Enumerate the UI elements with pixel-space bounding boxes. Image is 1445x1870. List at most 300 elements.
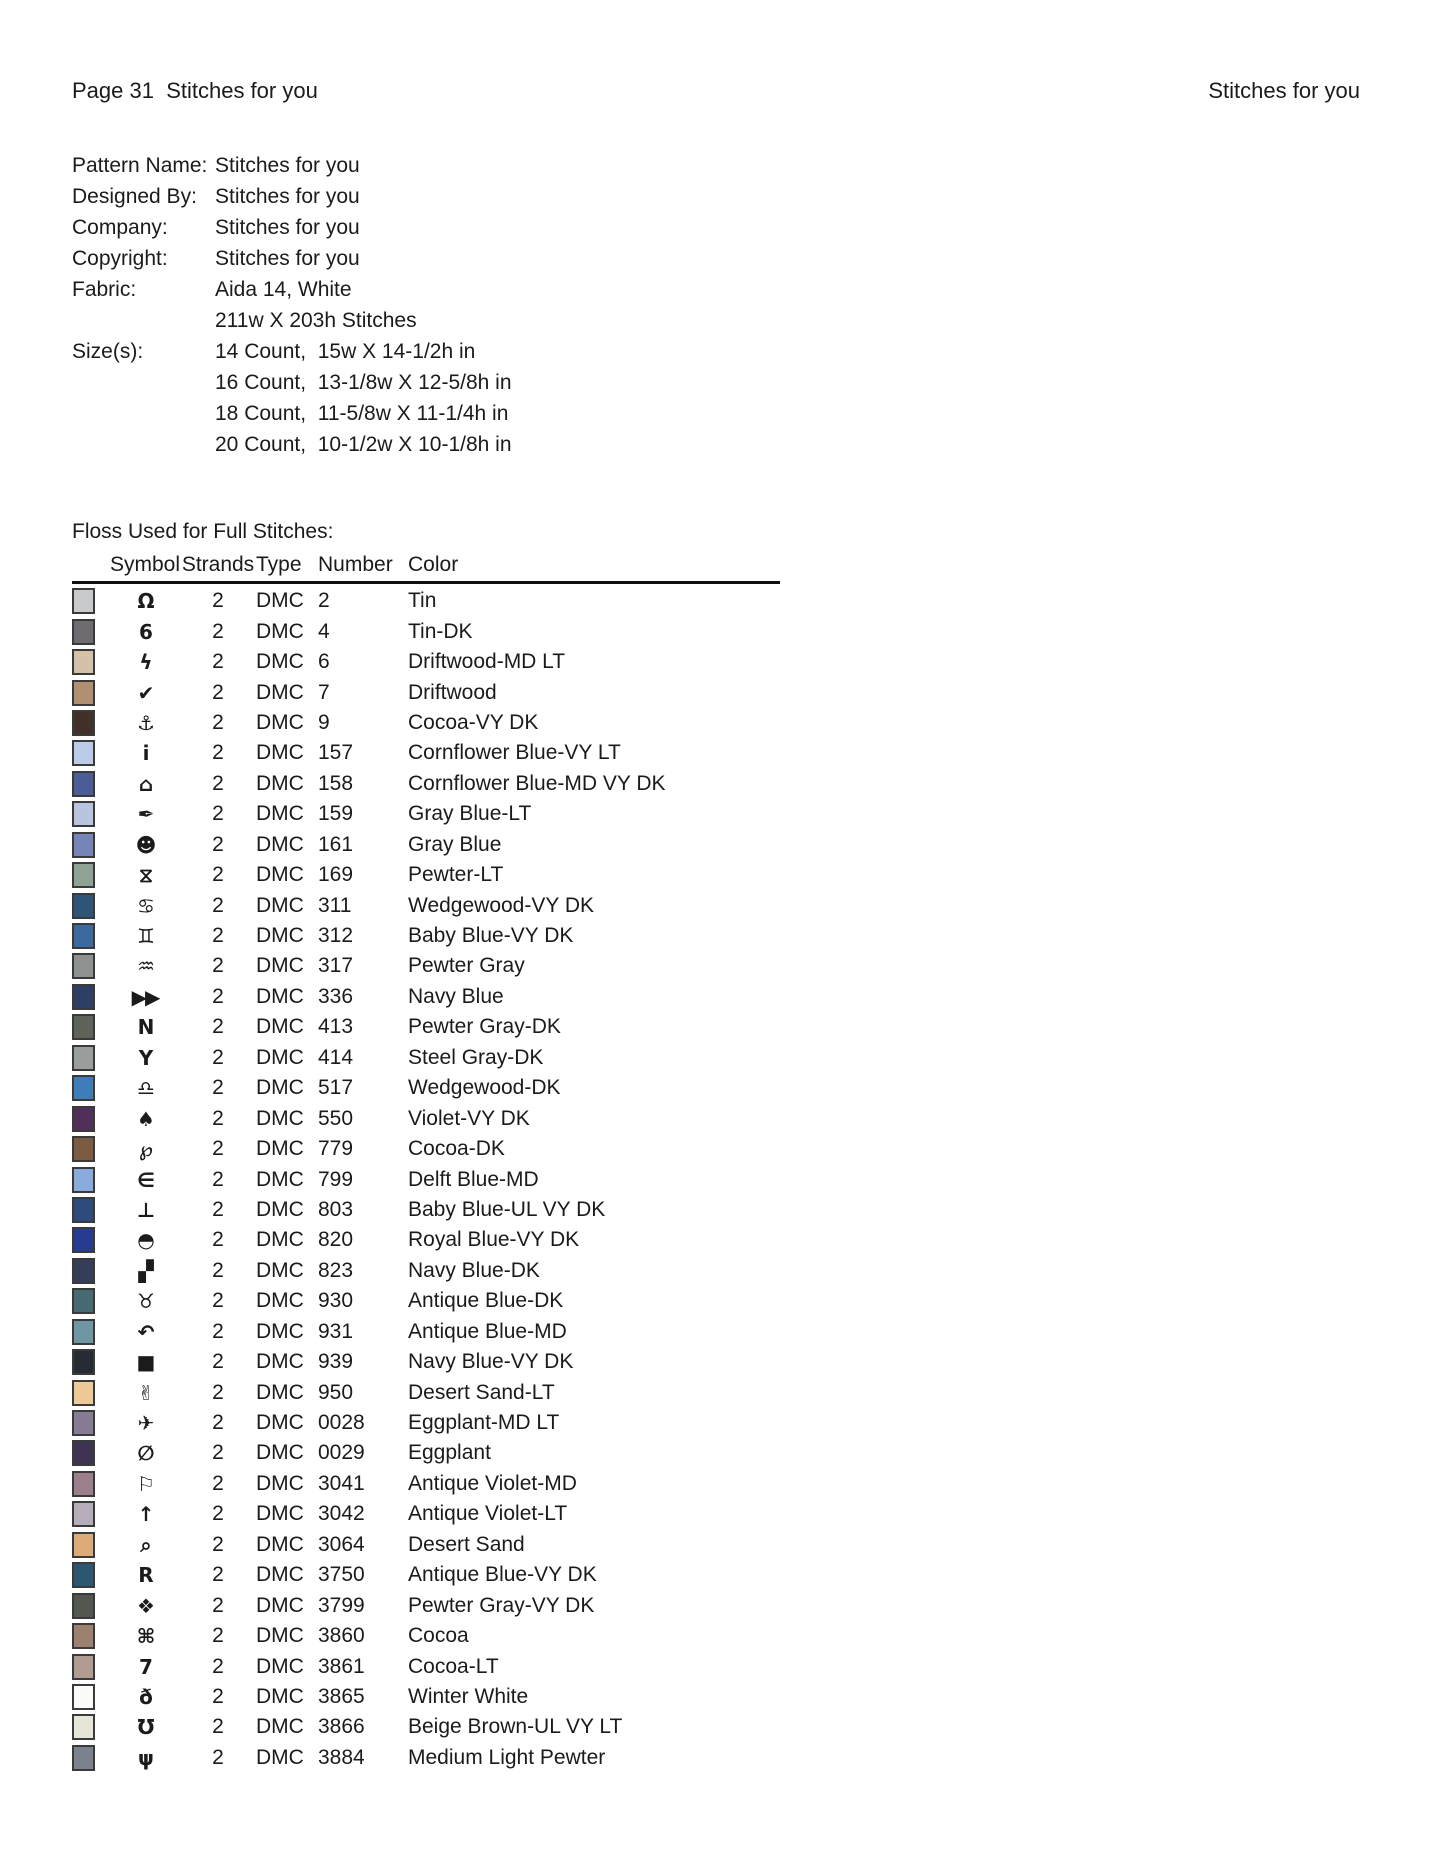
type-cell: DMC xyxy=(256,1715,304,1739)
floss-table-title: Floss Used for Full Stitches: xyxy=(72,520,334,543)
info-value: 16 Count, 13-1/8w X 12-5/8h in xyxy=(215,371,512,394)
type-cell: DMC xyxy=(256,680,304,704)
color-name-cell: Desert Sand-LT xyxy=(408,1380,555,1404)
color-swatch xyxy=(72,1258,95,1284)
type-cell: DMC xyxy=(256,1532,304,1556)
type-cell: DMC xyxy=(256,1745,304,1769)
color-swatch xyxy=(72,1319,95,1345)
floss-row xyxy=(72,1043,972,1073)
type-cell: DMC xyxy=(256,1076,304,1100)
letter-n-icon: N xyxy=(137,1015,153,1040)
strands-cell: 2 xyxy=(212,1441,224,1465)
floss-row xyxy=(72,1530,972,1560)
color-name-cell: Eggplant xyxy=(408,1441,491,1465)
script-d-leaf-icon: ð xyxy=(139,1684,151,1709)
letter-r-icon: R xyxy=(138,1563,152,1588)
floss-row xyxy=(72,1225,972,1255)
color-name-cell: Antique Blue-DK xyxy=(408,1289,564,1313)
type-cell: DMC xyxy=(256,1289,304,1313)
double-play-icon: ▶▶ xyxy=(131,984,159,1009)
number-cell: 3042 xyxy=(318,1502,365,1526)
color-name-cell: Antique Violet-LT xyxy=(408,1502,568,1526)
color-name-cell: Baby Blue-VY DK xyxy=(408,924,574,948)
floss-row xyxy=(72,586,972,616)
color-swatch xyxy=(72,1075,95,1101)
strands-cell: 2 xyxy=(212,1654,224,1678)
type-cell: DMC xyxy=(256,771,304,795)
hourglass-icon: ⧖ xyxy=(138,863,152,888)
up-arrow-icon: ↑ xyxy=(137,1502,153,1527)
type-cell: DMC xyxy=(256,893,304,917)
strands-cell: 2 xyxy=(212,1167,224,1191)
info-label xyxy=(72,429,215,460)
number-cell: 312 xyxy=(318,924,354,948)
psi-icon: ψ xyxy=(138,1745,152,1770)
strands-cell: 2 xyxy=(212,1076,224,1100)
taurus-zodiac-icon: ♉ xyxy=(137,1289,153,1314)
info-value: 18 Count, 11-5/8w X 11-1/4h in xyxy=(215,402,509,425)
color-swatch xyxy=(72,923,95,949)
color-name-cell: Desert Sand xyxy=(408,1532,525,1556)
floss-row xyxy=(72,1590,972,1620)
strands-cell: 2 xyxy=(212,1197,224,1221)
key-icon: ℘ xyxy=(139,1137,151,1162)
info-label: Company: xyxy=(72,216,168,239)
color-swatch xyxy=(72,1410,95,1436)
pattern-info-block xyxy=(72,150,832,460)
color-swatch xyxy=(72,771,95,797)
color-swatch xyxy=(72,619,95,645)
type-cell: DMC xyxy=(256,741,304,765)
info-value: 20 Count, 10-1/2w X 10-1/8h in xyxy=(215,433,512,456)
column-type: Type xyxy=(256,553,302,576)
number-cell: 779 xyxy=(318,1137,354,1161)
floss-row xyxy=(72,1469,972,1499)
floss-row xyxy=(72,1621,972,1651)
type-cell: DMC xyxy=(256,1411,304,1435)
color-swatch xyxy=(72,893,95,919)
type-cell: DMC xyxy=(256,1350,304,1374)
color-name-cell: Wedgewood-VY DK xyxy=(408,893,594,917)
color-swatch xyxy=(72,1227,95,1253)
strands-cell: 2 xyxy=(212,1319,224,1343)
black-square-icon: ■ xyxy=(136,1350,154,1375)
strands-cell: 2 xyxy=(212,710,224,734)
floss-row xyxy=(72,799,972,829)
strands-cell: 2 xyxy=(212,1471,224,1495)
floss-row xyxy=(72,1164,972,1194)
floss-row xyxy=(72,1377,972,1407)
color-swatch xyxy=(72,588,95,614)
color-name-cell: Baby Blue-UL VY DK xyxy=(408,1197,606,1221)
info-row-fabric-size xyxy=(72,305,832,336)
info-value: Stitches for you xyxy=(215,216,360,239)
anchor-icon: ⚓ xyxy=(137,710,153,735)
info-label xyxy=(72,367,215,398)
info-value: 14 Count, 15w X 14-1/2h in xyxy=(215,340,476,363)
number-cell: 311 xyxy=(318,893,352,917)
type-cell: DMC xyxy=(256,1045,304,1069)
info-row-fabric xyxy=(72,274,832,305)
color-swatch xyxy=(72,1562,95,1588)
info-value: Stitches for you xyxy=(215,154,360,177)
strands-cell: 2 xyxy=(212,1350,224,1374)
floss-row xyxy=(72,1286,972,1316)
color-name-cell: Beige Brown-UL VY LT xyxy=(408,1715,623,1739)
color-name-cell: Tin-DK xyxy=(408,619,473,643)
strands-cell: 2 xyxy=(212,1380,224,1404)
up-tack-icon: ⊥ xyxy=(136,1197,154,1222)
number-cell: 7 xyxy=(318,680,330,704)
color-name-cell: Cocoa-DK xyxy=(408,1137,505,1161)
floss-row xyxy=(72,1317,972,1347)
hand-icon: ✌ xyxy=(137,1380,153,1405)
info-row-size-16 xyxy=(72,367,832,398)
column-color: Color xyxy=(408,553,459,576)
type-cell: DMC xyxy=(256,1197,304,1221)
number-cell: 939 xyxy=(318,1350,354,1374)
color-swatch xyxy=(72,1136,95,1162)
color-swatch xyxy=(72,953,95,979)
number-cell: 317 xyxy=(318,954,354,978)
column-strands: Strands xyxy=(181,553,255,576)
number-cell: 161 xyxy=(318,832,354,856)
number-cell: 3861 xyxy=(318,1654,365,1678)
info-label: Fabric: xyxy=(72,278,137,301)
floss-row xyxy=(72,1073,972,1103)
number-cell: 9 xyxy=(318,710,330,734)
number-cell: 3860 xyxy=(318,1624,365,1648)
color-name-cell: Cocoa-VY DK xyxy=(408,710,539,734)
type-cell: DMC xyxy=(256,924,304,948)
color-swatch xyxy=(72,862,95,888)
number-cell: 799 xyxy=(318,1167,354,1191)
diagonal-squares-icon: ▞ xyxy=(138,1258,152,1283)
number-cell: 6 xyxy=(318,650,330,674)
number-cell: 157 xyxy=(318,741,354,765)
strands-cell: 2 xyxy=(212,984,224,1008)
strands-cell: 2 xyxy=(212,1228,224,1252)
color-name-cell: Wedgewood-DK xyxy=(408,1076,561,1100)
strands-cell: 2 xyxy=(212,1624,224,1648)
strands-cell: 2 xyxy=(212,832,224,856)
type-cell: DMC xyxy=(256,1593,304,1617)
floss-row xyxy=(72,1560,972,1590)
floss-row xyxy=(72,677,972,707)
strands-cell: 2 xyxy=(212,1411,224,1435)
color-name-cell: Pewter Gray-DK xyxy=(408,1015,561,1039)
color-name-cell: Cornflower Blue-MD VY DK xyxy=(408,771,666,795)
color-swatch xyxy=(72,801,95,827)
number-cell: 169 xyxy=(318,863,354,887)
info-row-designed-by xyxy=(72,181,832,212)
number-cell: 820 xyxy=(318,1228,354,1252)
color-name-cell: Gray Blue-LT xyxy=(408,802,532,826)
floss-row xyxy=(72,1682,972,1712)
type-cell: DMC xyxy=(256,619,304,643)
number-cell: 823 xyxy=(318,1258,354,1282)
floss-row xyxy=(72,1712,972,1742)
shield-icon: Ʊ xyxy=(137,1715,153,1740)
number-cell: 0029 xyxy=(318,1441,365,1465)
floss-row xyxy=(72,1743,972,1773)
page-header-right: Stitches for you xyxy=(1208,78,1360,103)
color-swatch xyxy=(72,1197,95,1223)
number-cell: 159 xyxy=(318,802,354,826)
number-cell: 0028 xyxy=(318,1411,365,1435)
color-swatch xyxy=(72,1745,95,1771)
airplane-icon: ✈ xyxy=(137,1411,153,1436)
strands-cell: 2 xyxy=(212,589,224,613)
strands-cell: 2 xyxy=(212,1745,224,1769)
color-name-cell: Pewter-LT xyxy=(408,863,504,887)
strands-cell: 2 xyxy=(212,924,224,948)
info-label: Copyright: xyxy=(72,247,168,270)
number-cell: 413 xyxy=(318,1015,354,1039)
number-cell: 803 xyxy=(318,1197,354,1221)
color-swatch xyxy=(72,1349,95,1375)
info-row-company xyxy=(72,212,832,243)
color-name-cell: Cocoa-LT xyxy=(408,1654,499,1678)
info-label: Designed By: xyxy=(72,185,197,208)
number-cell: 336 xyxy=(318,984,354,1008)
page-header xyxy=(72,78,1360,104)
page-header-left: Page 31 Stitches for you xyxy=(72,78,318,103)
house-arrow-icon: ⌂ xyxy=(138,771,152,796)
digit-seven-icon: 7 xyxy=(139,1654,151,1679)
letter-y-icon: Y xyxy=(138,1045,152,1070)
type-cell: DMC xyxy=(256,710,304,734)
strands-cell: 2 xyxy=(212,619,224,643)
number-cell: 2 xyxy=(318,589,330,613)
info-row-copyright xyxy=(72,243,832,274)
number-cell: 414 xyxy=(318,1045,354,1069)
strands-cell: 2 xyxy=(212,1015,224,1039)
color-swatch xyxy=(72,1167,95,1193)
info-value: Stitches for you xyxy=(215,185,360,208)
strands-cell: 2 xyxy=(212,771,224,795)
strands-cell: 2 xyxy=(212,1106,224,1130)
floss-row xyxy=(72,647,972,677)
color-swatch xyxy=(72,1654,95,1680)
four-diamonds-icon: ❖ xyxy=(137,1593,153,1618)
type-cell: DMC xyxy=(256,1654,304,1678)
type-cell: DMC xyxy=(256,650,304,674)
strands-cell: 2 xyxy=(212,1563,224,1587)
floss-row xyxy=(72,1408,972,1438)
floss-row xyxy=(72,1438,972,1468)
flag-icon: ⚐ xyxy=(137,1471,153,1496)
info-label: Pattern Name: xyxy=(72,154,208,177)
number-cell: 3750 xyxy=(318,1563,365,1587)
color-swatch xyxy=(72,1106,95,1132)
color-swatch xyxy=(72,832,95,858)
floss-row xyxy=(72,708,972,738)
floss-row xyxy=(72,1134,972,1164)
letter-i-icon: i xyxy=(142,741,148,766)
type-cell: DMC xyxy=(256,954,304,978)
floss-row xyxy=(72,1012,972,1042)
color-swatch xyxy=(72,1380,95,1406)
color-swatch xyxy=(72,1471,95,1497)
spade-icon: ♠ xyxy=(137,1106,153,1131)
type-cell: DMC xyxy=(256,1684,304,1708)
floss-row xyxy=(72,982,972,1012)
cancer-zodiac-icon: ♋ xyxy=(137,893,153,918)
strands-cell: 2 xyxy=(212,863,224,887)
type-cell: DMC xyxy=(256,1380,304,1404)
bell-icon: Ω xyxy=(137,589,153,614)
type-cell: DMC xyxy=(256,984,304,1008)
type-cell: DMC xyxy=(256,1015,304,1039)
color-name-cell: Pewter Gray-VY DK xyxy=(408,1593,595,1617)
strands-cell: 2 xyxy=(212,1045,224,1069)
strands-cell: 2 xyxy=(212,1137,224,1161)
type-cell: DMC xyxy=(256,1319,304,1343)
aquarius-zodiac-icon: ♒ xyxy=(137,954,153,979)
column-symbol: Symbol xyxy=(110,553,181,576)
color-name-cell: Driftwood xyxy=(408,680,497,704)
color-name-cell: Tin xyxy=(408,589,437,613)
floss-row xyxy=(72,1256,972,1286)
floss-row xyxy=(72,1195,972,1225)
color-swatch xyxy=(72,740,95,766)
number-cell: 517 xyxy=(318,1076,354,1100)
color-name-cell: Delft Blue-MD xyxy=(408,1167,539,1191)
color-name-cell: Cornflower Blue-VY LT xyxy=(408,741,621,765)
color-name-cell: Antique Blue-VY DK xyxy=(408,1563,597,1587)
strands-cell: 2 xyxy=(212,1593,224,1617)
type-cell: DMC xyxy=(256,1137,304,1161)
number-cell: 3064 xyxy=(318,1532,365,1556)
type-cell: DMC xyxy=(256,1441,304,1465)
info-value: Stitches for you xyxy=(215,247,360,270)
number-cell: 930 xyxy=(318,1289,354,1313)
type-cell: DMC xyxy=(256,1624,304,1648)
checkmark-icon: ✔ xyxy=(137,680,153,705)
strands-cell: 2 xyxy=(212,954,224,978)
strands-cell: 2 xyxy=(212,1684,224,1708)
digit-six-icon: 6 xyxy=(139,619,151,644)
type-cell: DMC xyxy=(256,1471,304,1495)
curved-arrow-icon: ↶ xyxy=(137,1319,153,1344)
info-value: 211w X 203h Stitches xyxy=(215,309,417,332)
gemini-zodiac-icon: ♊ xyxy=(137,924,153,949)
type-cell: DMC xyxy=(256,1502,304,1526)
type-cell: DMC xyxy=(256,1258,304,1282)
libra-zodiac-icon: ♎ xyxy=(137,1076,153,1101)
color-name-cell: Winter White xyxy=(408,1684,529,1708)
strands-cell: 2 xyxy=(212,1502,224,1526)
type-cell: DMC xyxy=(256,1228,304,1252)
color-name-cell: Cocoa xyxy=(408,1624,469,1648)
type-cell: DMC xyxy=(256,589,304,613)
floss-table-column-header xyxy=(72,551,780,579)
color-name-cell: Eggplant-MD LT xyxy=(408,1411,560,1435)
half-circle-icon: ◓ xyxy=(137,1228,153,1253)
type-cell: DMC xyxy=(256,863,304,887)
color-swatch xyxy=(72,1440,95,1466)
type-cell: DMC xyxy=(256,832,304,856)
number-cell: 3884 xyxy=(318,1745,365,1769)
color-name-cell: Navy Blue xyxy=(408,984,504,1008)
number-cell: 550 xyxy=(318,1106,354,1130)
command-icon: ⌘ xyxy=(136,1624,154,1649)
number-cell: 3799 xyxy=(318,1593,365,1617)
strands-cell: 2 xyxy=(212,893,224,917)
info-label: Size(s): xyxy=(72,340,144,363)
color-swatch xyxy=(72,1014,95,1040)
magnifier-icon: ⌕ xyxy=(140,1532,150,1557)
smiley-icon: ☻ xyxy=(135,832,155,857)
color-name-cell: Navy Blue-DK xyxy=(408,1258,540,1282)
color-swatch xyxy=(72,1593,95,1619)
floss-row xyxy=(72,1651,972,1681)
color-name-cell: Steel Gray-DK xyxy=(408,1045,544,1069)
info-value: Aida 14, White xyxy=(215,278,352,301)
floss-row xyxy=(72,890,972,920)
color-swatch xyxy=(72,680,95,706)
info-label xyxy=(72,398,215,429)
header-rule xyxy=(72,581,780,584)
color-name-cell: Royal Blue-VY DK xyxy=(408,1228,580,1252)
number-cell: 931 xyxy=(318,1319,354,1343)
color-swatch xyxy=(72,1623,95,1649)
color-swatch xyxy=(72,1532,95,1558)
color-name-cell: Medium Light Pewter xyxy=(408,1745,606,1769)
floss-rows xyxy=(72,586,972,1773)
number-cell: 3041 xyxy=(318,1471,365,1495)
type-cell: DMC xyxy=(256,1563,304,1587)
lightning-icon: ϟ xyxy=(139,650,151,675)
pen-icon: ✒ xyxy=(137,802,153,827)
color-name-cell: Pewter Gray xyxy=(408,954,525,978)
color-name-cell: Violet-VY DK xyxy=(408,1106,530,1130)
number-cell: 158 xyxy=(318,771,354,795)
strands-cell: 2 xyxy=(212,1715,224,1739)
column-number: Number xyxy=(318,553,393,576)
color-swatch xyxy=(72,1684,95,1710)
type-cell: DMC xyxy=(256,1167,304,1191)
color-name-cell: Navy Blue-VY DK xyxy=(408,1350,574,1374)
floss-row xyxy=(72,616,972,646)
empty-set-icon: ∅ xyxy=(137,1441,153,1466)
strands-cell: 2 xyxy=(212,650,224,674)
info-row-size-20 xyxy=(72,429,832,460)
strands-cell: 2 xyxy=(212,680,224,704)
color-name-cell: Antique Violet-MD xyxy=(408,1471,577,1495)
floss-row xyxy=(72,951,972,981)
strands-cell: 2 xyxy=(212,1289,224,1313)
floss-row xyxy=(72,738,972,768)
floss-row xyxy=(72,921,972,951)
color-swatch xyxy=(72,710,95,736)
number-cell: 950 xyxy=(318,1380,354,1404)
floss-row xyxy=(72,1103,972,1133)
number-cell: 3866 xyxy=(318,1715,365,1739)
color-name-cell: Driftwood-MD LT xyxy=(408,650,566,674)
floss-row xyxy=(72,769,972,799)
color-swatch xyxy=(72,649,95,675)
info-row-size-18 xyxy=(72,398,832,429)
floss-row xyxy=(72,830,972,860)
strands-cell: 2 xyxy=(212,1532,224,1556)
color-swatch xyxy=(72,1288,95,1314)
info-row-size-14 xyxy=(72,336,832,367)
color-name-cell: Antique Blue-MD xyxy=(408,1319,567,1343)
strands-cell: 2 xyxy=(212,1258,224,1282)
color-name-cell: Gray Blue xyxy=(408,832,502,856)
